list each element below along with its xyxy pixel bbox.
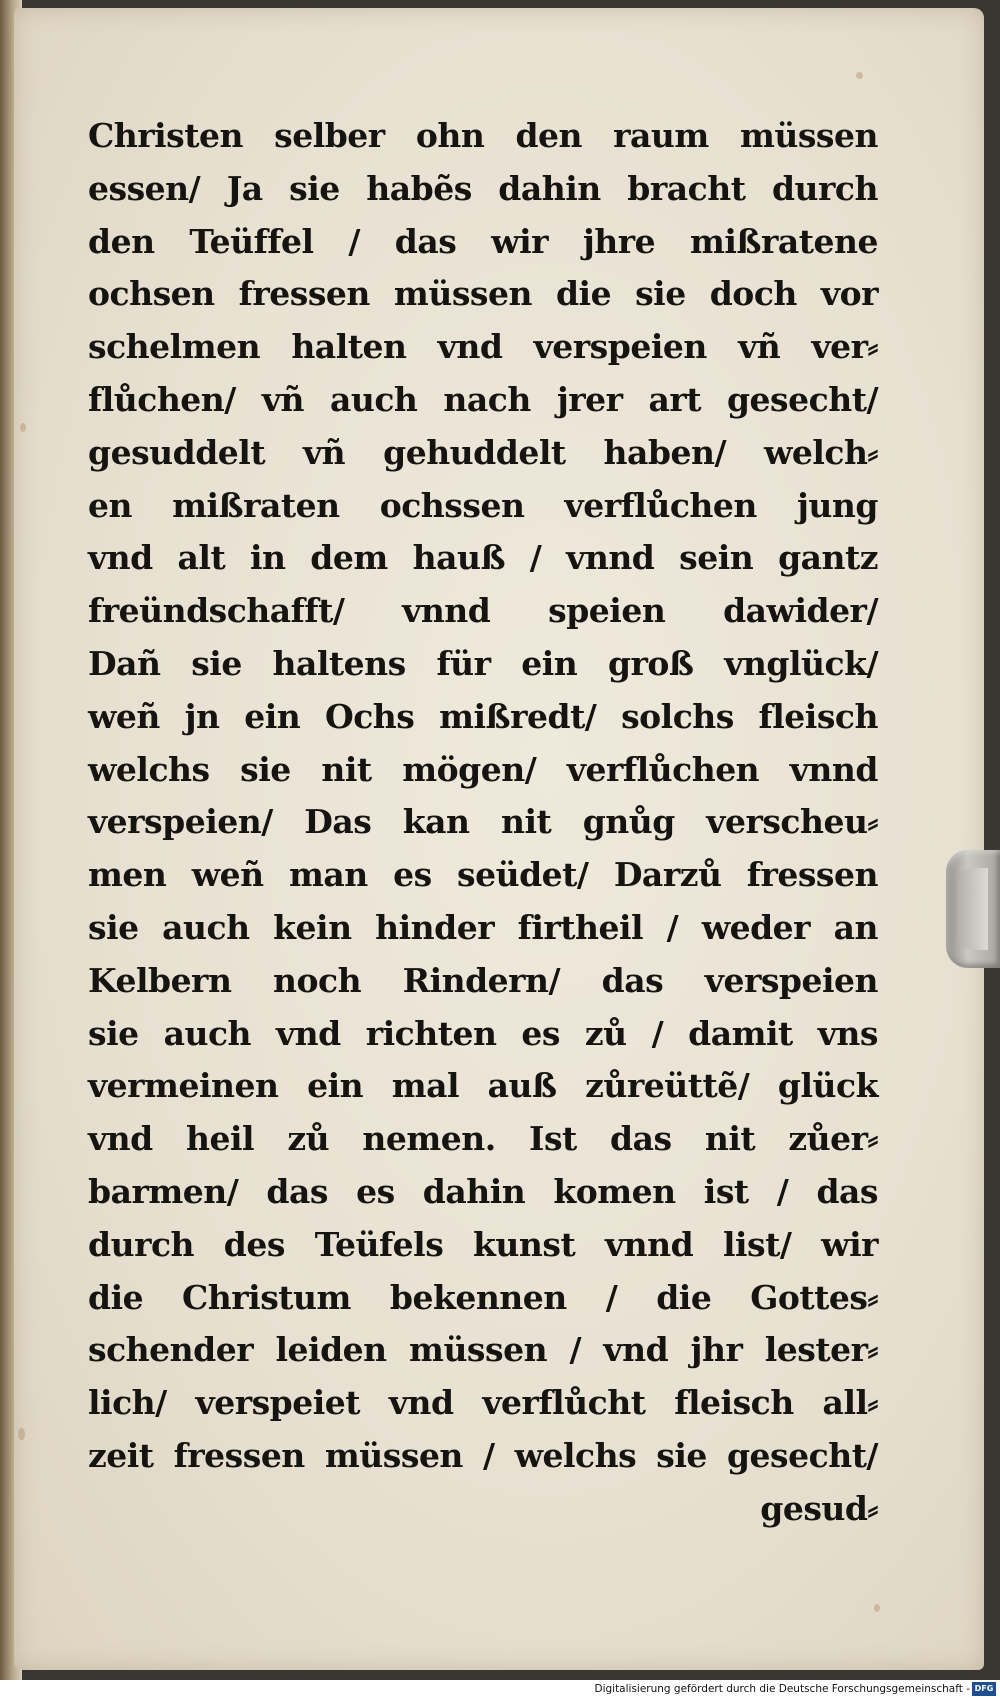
- text-line: gesuddelt vñ gehuddelt haben/ welch⸗: [88, 432, 878, 472]
- text-line: ochsen fressen müssen die sie doch vor: [88, 274, 878, 314]
- paper-stain: [874, 1604, 880, 1612]
- text-line: men weñ man es seüdet/ Darzů fressen: [88, 855, 878, 895]
- dfg-logo-icon: DFG: [972, 1682, 996, 1696]
- digitization-credit: Digitalisierung gefördert durch die Deutsche Forschungsgemeinschaft -: [594, 1683, 970, 1695]
- text-line: sie auch vnd richten es zů / damit vns: [88, 1013, 878, 1053]
- text-line: gesud⸗: [760, 1488, 878, 1528]
- text-line: Dañ sie haltens für ein groß vnglück/: [88, 643, 878, 683]
- page-text: [88, 110, 878, 1536]
- text-line: lich/ verspeiet vnd verflůcht fleisch all⸗: [88, 1383, 878, 1423]
- text-line: durch des Teüfels kunst vnnd list/ wir: [88, 1224, 878, 1264]
- paper-stain: [18, 1428, 25, 1440]
- text-line: den Teüffel / das wir jhre mißratene: [88, 221, 878, 261]
- page-clip: [946, 850, 1000, 968]
- text-line: schender leiden müssen / vnd jhr lester⸗: [88, 1330, 878, 1370]
- text-line: sie auch kein hinder firtheil / weder an: [88, 907, 878, 947]
- text-line: essen/ Ja sie habẽs dahin bracht durch: [88, 168, 878, 208]
- paper-stain: [856, 72, 863, 79]
- text-line: flůchen/ vñ auch nach jrer art gesecht/: [88, 379, 878, 419]
- text-line: welchs sie nit mögen/ verflůchen vnnd: [88, 749, 878, 789]
- text-line: schelmen halten vnd verspeien vñ ver⸗: [88, 327, 878, 367]
- text-line: vermeinen ein mal auß zůreüttẽ/ glück: [88, 1066, 878, 1106]
- text-line: vnd heil zů nemen. Ist das nit zůer⸗: [88, 1119, 878, 1159]
- paper-stain: [20, 423, 26, 432]
- page-clip-inner: [958, 868, 988, 950]
- text-line: vnd alt in dem hauß / vnnd sein gantz: [88, 538, 878, 578]
- text-line: verspeien/ Das kan nit gnůg verscheu⸗: [88, 802, 878, 842]
- footer-bar: [0, 1680, 1000, 1699]
- text-line: barmen/ das es dahin komen ist / das: [88, 1171, 878, 1211]
- text-line: freündschafft/ vnnd speien dawider/: [88, 591, 878, 631]
- text-line: en mißraten ochssen verflůchen jung: [88, 485, 878, 525]
- text-line: weñ jn ein Ochs mißredt/ solchs fleisch: [88, 696, 878, 736]
- text-line: die Christum bekennen / die Gottes⸗: [88, 1277, 878, 1317]
- text-line: Kelbern noch Rindern/ das verspeien: [88, 960, 878, 1000]
- text-line: Christen selber ohn den raum müssen: [88, 116, 878, 155]
- text-line: zeit fressen müssen / welchs sie gesecht/: [88, 1435, 878, 1475]
